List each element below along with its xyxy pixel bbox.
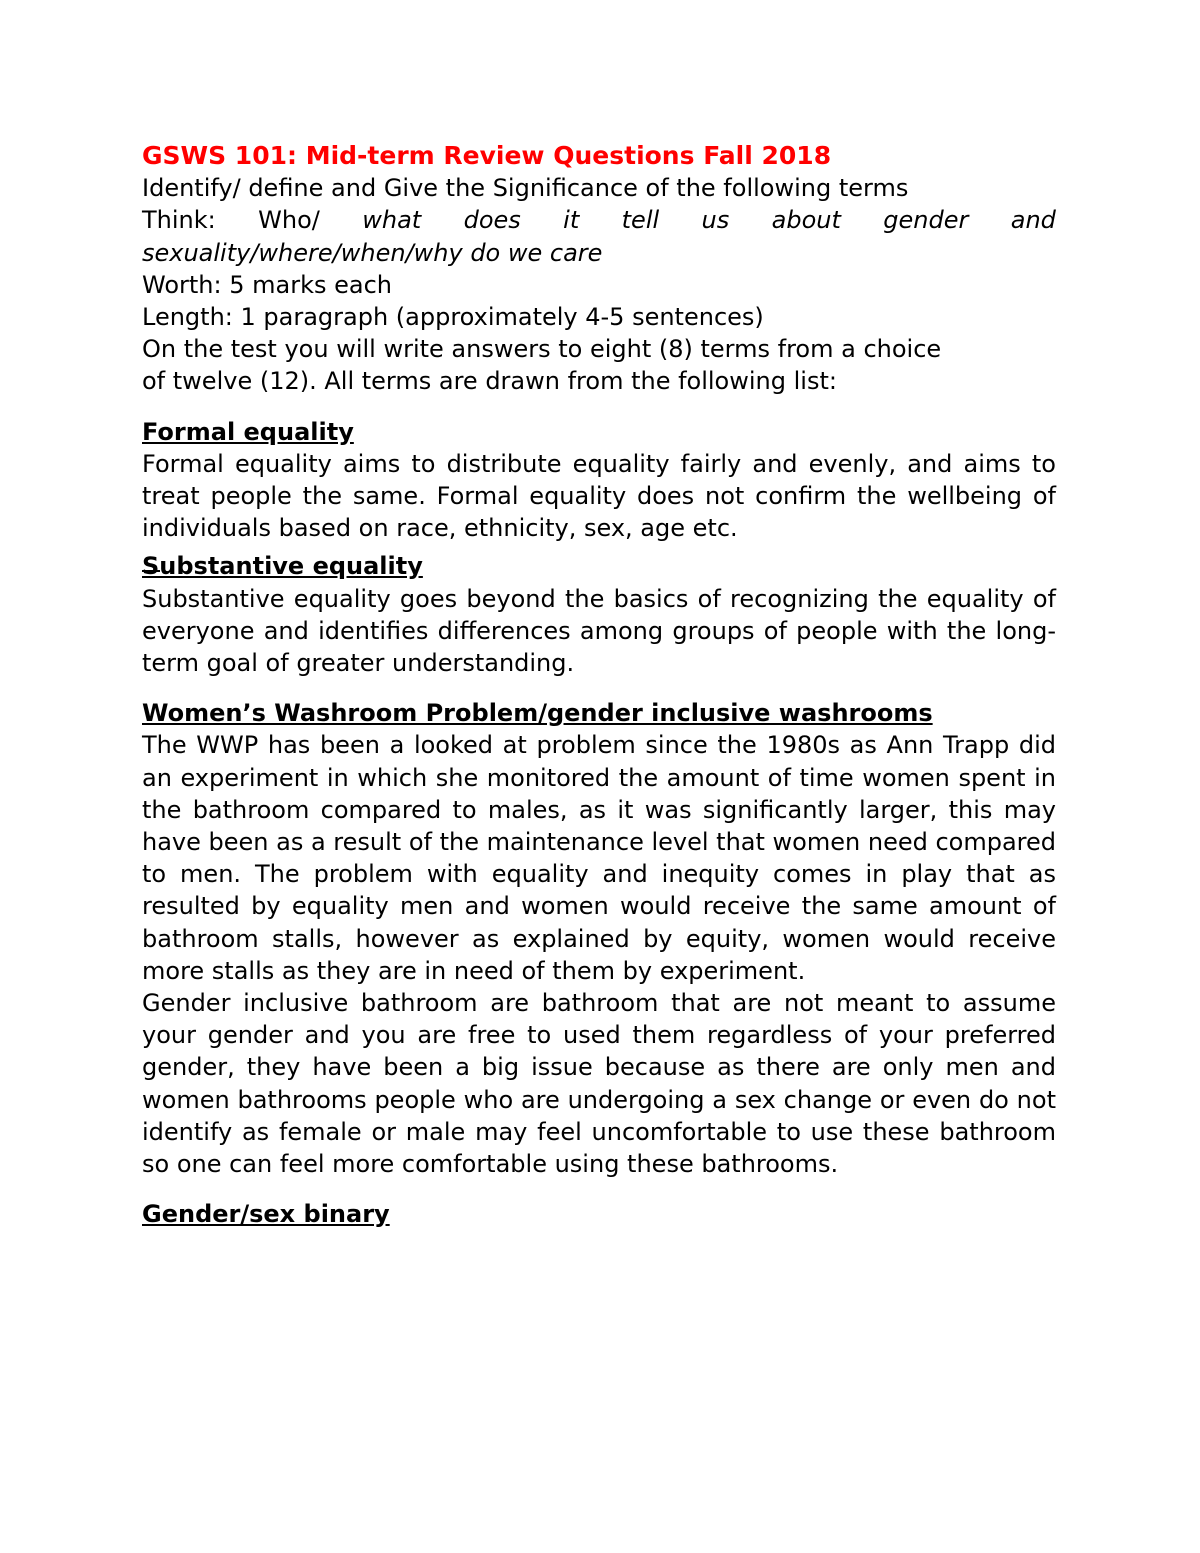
length-line: Length: 1 paragraph (approximately 4-5 sentences) [142, 303, 764, 332]
document-title: GSWS 101: Mid-term Review Questions Fall 2018 [142, 141, 832, 170]
term-body: Substantive equality goes beyond the basics of recognizing the equality of everyone and identifies differences among groups of people with the long-term goal of greater understanding. [142, 584, 1056, 678]
term-body: The WWP has been a looked at problem since the 1980s as Ann Trapp did an experiment in which she monitored the amount of time women spent in the bathroom compared to males, as it was significantly larger, this may have been as a result of the maintenance level that women need compared to men. The problem with equality and inequity comes in play that as resulted by equality men and women would receive the same amount of bathroom stalls, however as explained by equity, women would receive more stalls as they are in need of them by experiment. [142, 731, 1056, 985]
think-word: about [771, 206, 841, 235]
think-word: does [463, 206, 521, 235]
think-italic-text: sexuality/where/when/why do we care [142, 238, 603, 267]
term-section [142, 550, 1056, 679]
term-section [142, 1198, 1056, 1230]
think-prefix: Think: [142, 206, 216, 235]
term-body: Formal equality aims to distribute equality fairly and evenly, and aims to treat people the same. Formal equality does not confirm the wellbeing of individuals based on race, ethnicity, sex, age etc. [142, 449, 1056, 543]
think-word: what [362, 206, 422, 235]
term-heading: Women’s Washroom Problem/gender inclusive washrooms [142, 699, 933, 728]
term-section [142, 697, 1056, 1180]
think-word: Who/ [258, 206, 320, 235]
term-heading: Formal equality [142, 417, 354, 446]
think-word: tell [621, 206, 660, 235]
term-body-continued: Gender inclusive bathroom are bathroom that are not meant to assume your gender and you are free to used them regardless of your preferred gender, they have been a big issue because as there are only men and women bathrooms people who are undergoing a sex change or even do not identify as female or male may feel uncomfortable to use these bathroom so one can feel more comfortable using these bathrooms. [142, 989, 1056, 1179]
test-note-line-1: On the test you will write answers to eight (8) terms from a choice [142, 335, 942, 364]
document-page [142, 140, 1056, 1231]
instruction-line: Identify/ define and Give the Significance of the following terms [142, 174, 909, 203]
think-word: and [1010, 206, 1056, 235]
term-heading: Gender/sex binary [142, 1200, 390, 1229]
worth-line: Worth: 5 marks each [142, 270, 392, 299]
test-note-line-2: of twelve (12). All terms are drawn from the following list: [142, 367, 837, 396]
think-word: us [701, 206, 730, 235]
think-line [142, 204, 1056, 236]
term-section [142, 416, 1056, 545]
think-line-2 [142, 237, 1056, 269]
think-word: it [563, 206, 580, 235]
term-heading: Substantive equality [142, 552, 423, 581]
think-word: gender [883, 206, 969, 235]
